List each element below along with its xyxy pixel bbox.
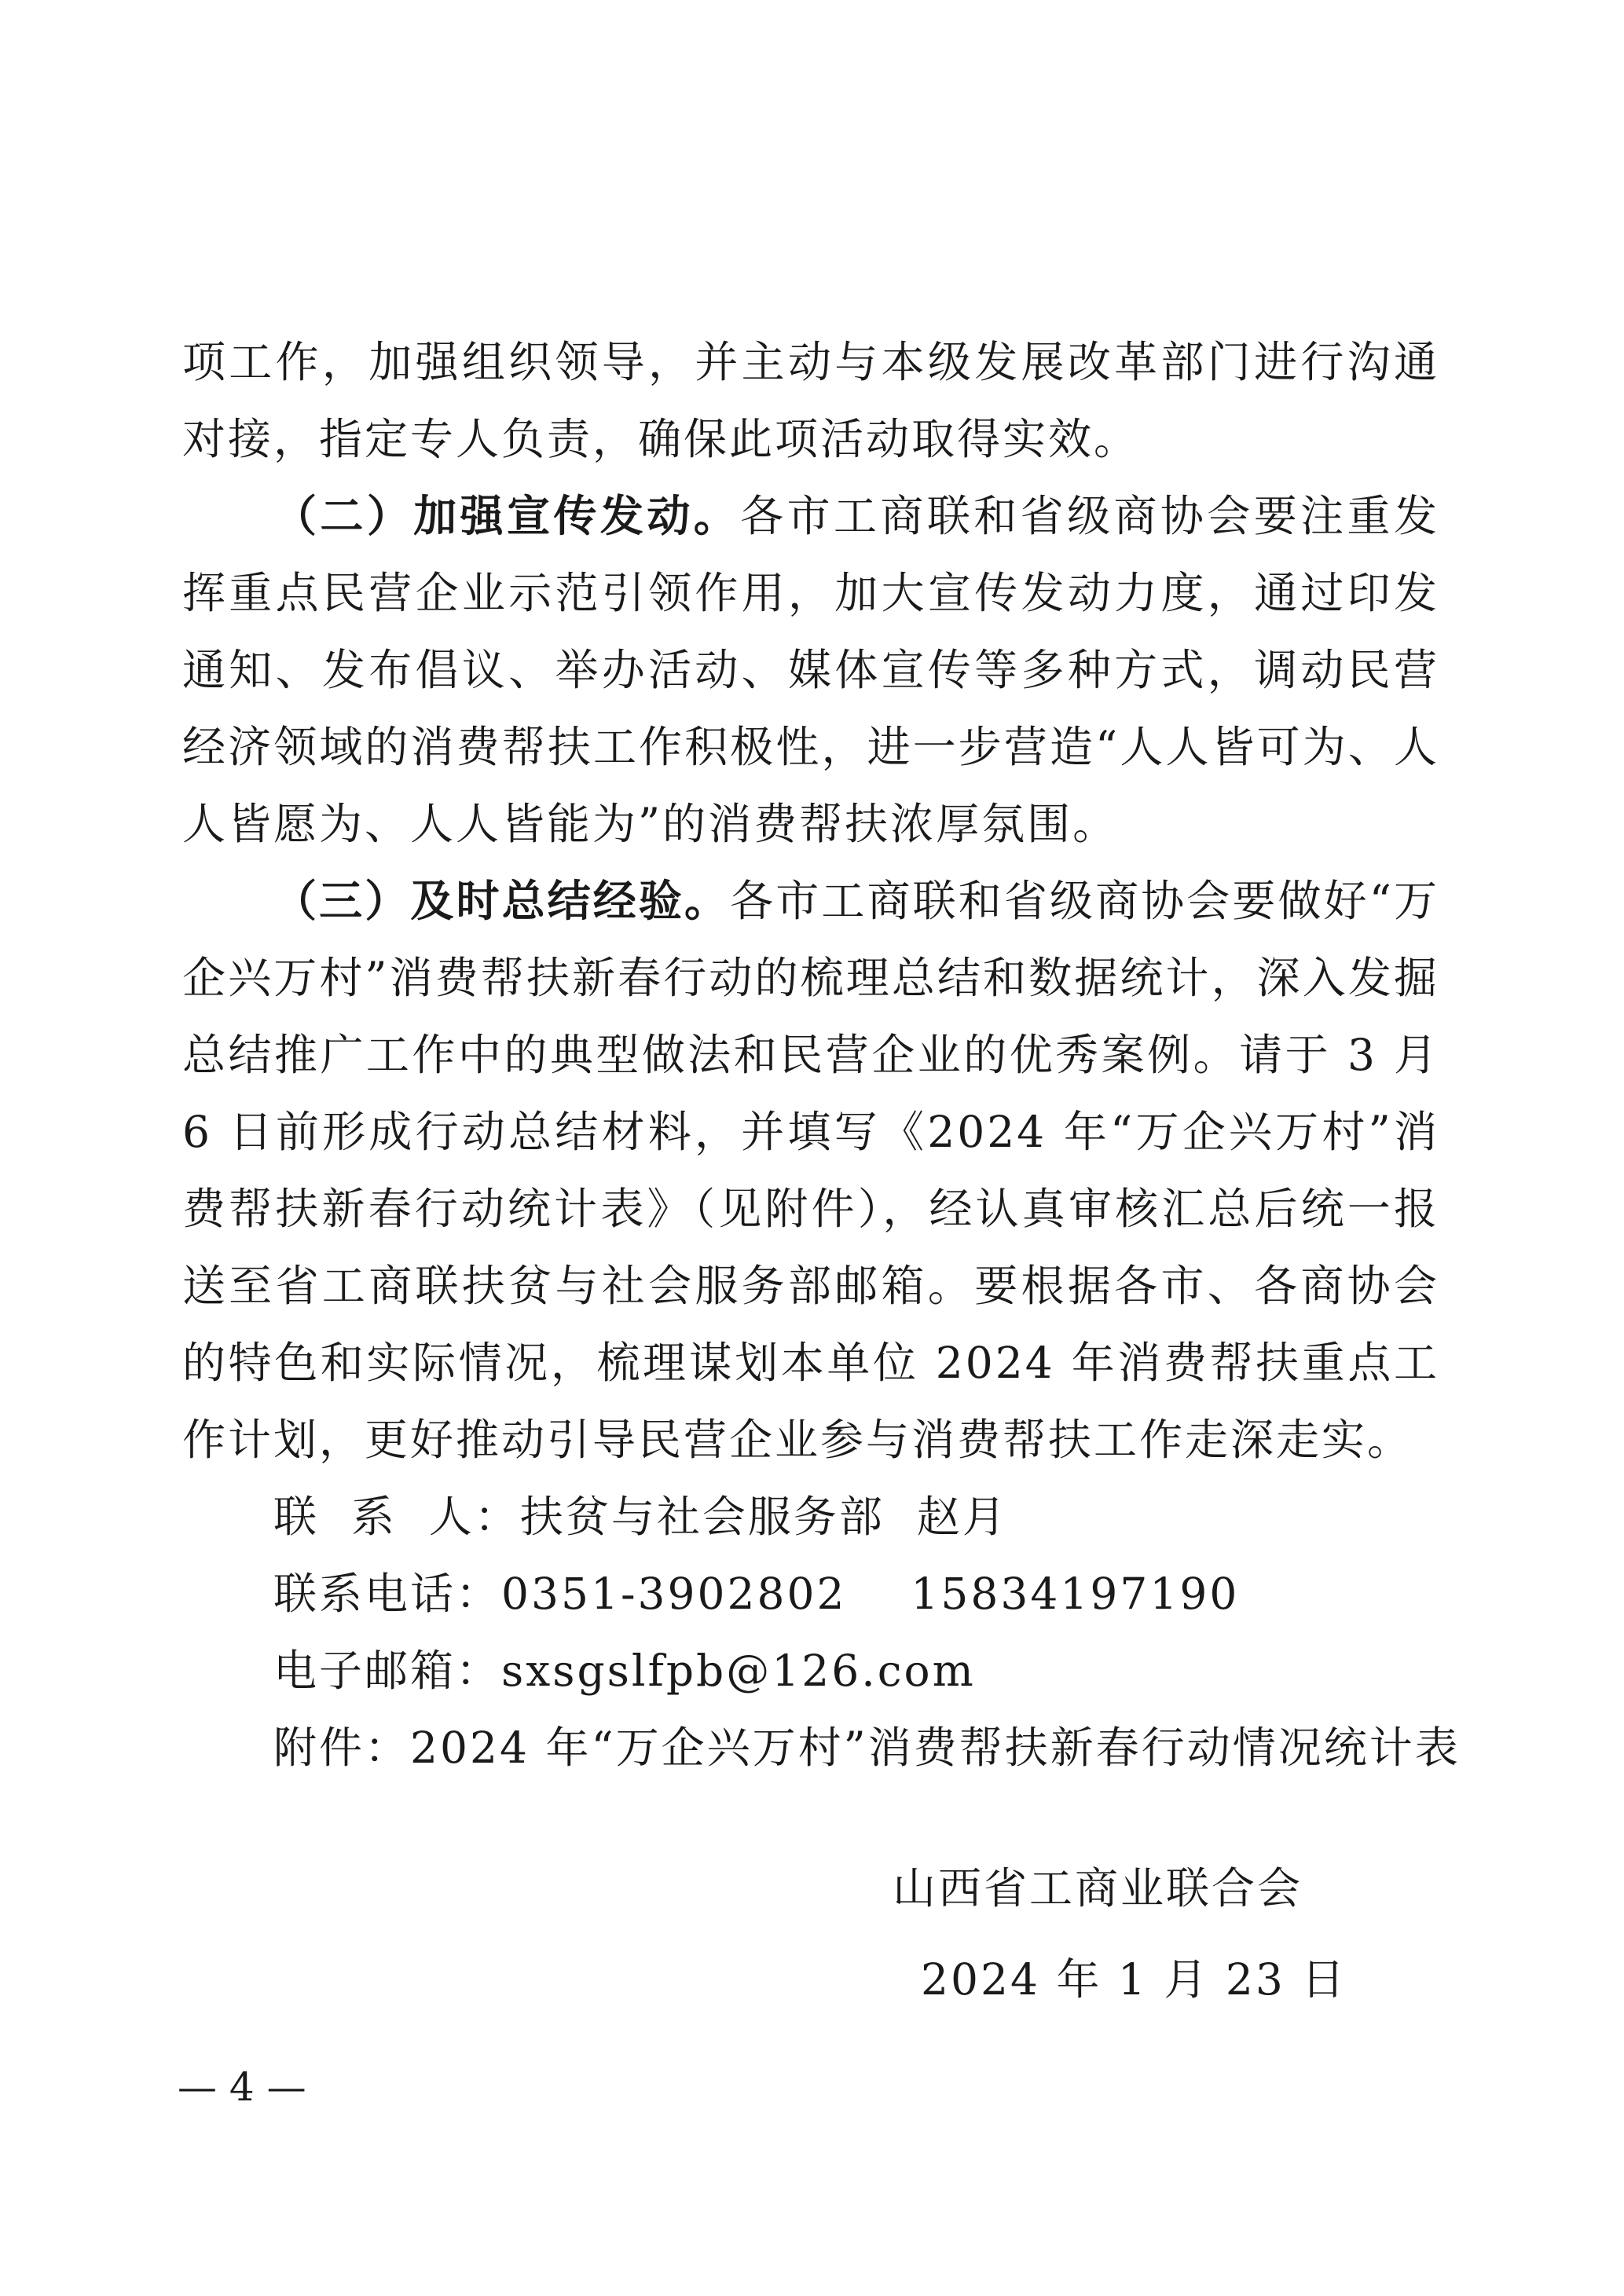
paragraph-2-body: 各市工商联和省级商协会要注重发挥重点民营企业示范引领作用，加大宣传发动力度，通过印发通知、发布倡议、举办活动、媒体宣传等多种方式，调动民营经济领域的消费帮扶工作积极性，进一步营造“人人皆可为、人人皆愿为、人人皆能为”的消费帮扶浓厚氛围。 <box>182 491 1439 849</box>
attachment-line: 附件：2024 年“万企兴万村”消费帮扶新春行动情况统计表 <box>273 1723 1461 1773</box>
paragraph-2 <box>182 478 1439 862</box>
signature-organization: 山西省工商业联合会 <box>893 1863 1303 1913</box>
paragraph-1: 项工作，加强组织领导，并主动与本级发展改革部门进行沟通对接，指定专人负责，确保此项活动取得实效。 <box>182 337 1439 464</box>
paragraph-3-heading: （三）及时总结经验。 <box>273 875 731 926</box>
document-body <box>182 324 1461 1786</box>
contact-phone: 联系电话：0351-3902802 15834197190 <box>273 1569 1240 1619</box>
signature-date: 2024 年 1 月 23 日 <box>921 1954 1347 2005</box>
paragraph-3-body: 各市工商联和省级商协会要做好“万企兴万村”消费帮扶新春行动的梳理总结和数据统计，深入发掘总结推广工作中的典型做法和民营企业的优秀案例。请于 3 月 6 日前形成行动总结材料，并填写《2024 年“万企兴万村”消费帮扶新春行动统计表》（见附件），经认真审核汇总后统一报送至省工商联扶贫与社会服务部邮箱。要根据各市、各商协会的特色和实际情况，梳理谋划本单位 2024 年消费帮扶重点工作计划，更好推动引导民营企业参与消费帮扶工作走深走实。 <box>182 876 1439 1465</box>
contact-email: 电子邮箱：sxsgslfpb@126.com <box>273 1646 976 1696</box>
contact-person: 联 系 人：扶贫与社会服务部 赵月 <box>273 1492 1008 1542</box>
paragraph-2-heading: （二）加强宣传发动。 <box>273 490 741 541</box>
page-number: — 4 — <box>178 2064 306 2110</box>
paragraph-3 <box>182 862 1439 1478</box>
